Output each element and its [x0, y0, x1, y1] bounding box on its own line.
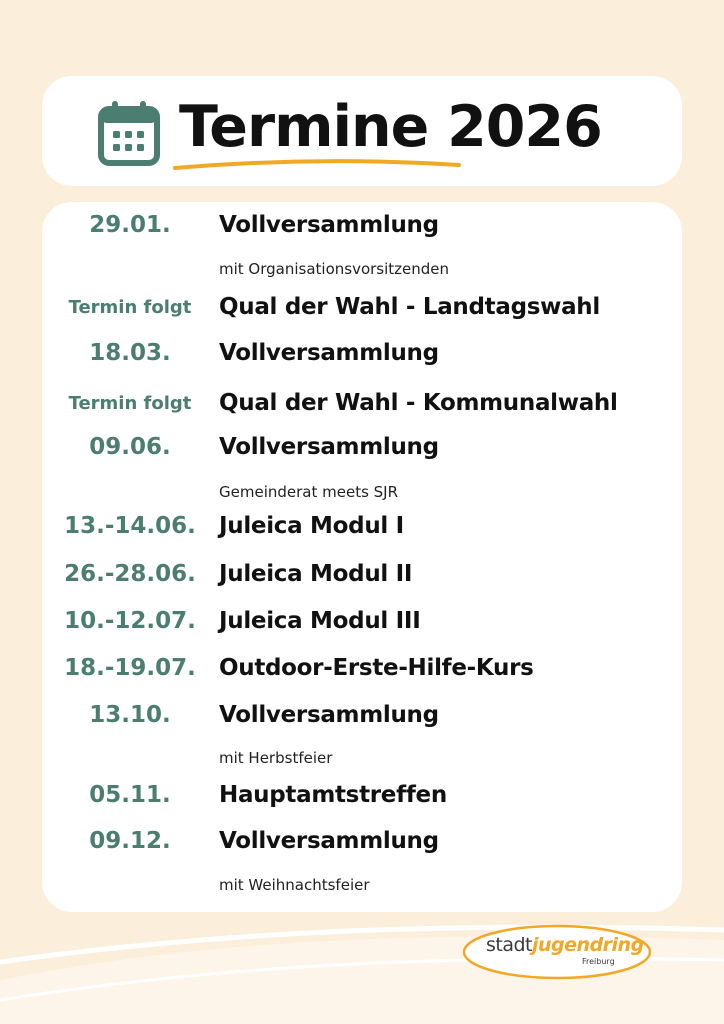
event-title: Hauptamtstreffen — [219, 782, 447, 808]
event-title: Qual der Wahl - Kommunalwahl — [219, 390, 618, 416]
event-date: Termin folgt — [68, 393, 192, 414]
title-card — [42, 76, 682, 186]
event-title: Vollversammlung — [219, 702, 439, 728]
event-date: 09.12. — [89, 828, 171, 854]
event-title: Juleica Modul I — [219, 513, 404, 539]
event-date: 29.01. — [89, 212, 171, 238]
event-subtitle: mit Herbstfeier — [219, 749, 333, 767]
event-date: 05.11. — [89, 782, 171, 808]
logo-subtext: Freiburg — [582, 957, 615, 966]
event-title: Vollversammlung — [219, 212, 439, 238]
event-title: Qual der Wahl - Landtagswahl — [219, 294, 600, 320]
title-underline — [172, 156, 462, 176]
event-title: Vollversammlung — [219, 828, 439, 854]
event-subtitle: Gemeinderat meets SJR — [219, 483, 399, 501]
event-date: 10.-12.07. — [64, 608, 196, 634]
event-date: 26.-28.06. — [64, 561, 196, 587]
calendar-icon — [98, 100, 160, 166]
event-date: 13.-14.06. — [64, 513, 196, 539]
event-title: Juleica Modul II — [219, 561, 413, 587]
event-title: Vollversammlung — [219, 434, 439, 460]
event-title: Juleica Modul III — [219, 608, 421, 634]
event-date: Termin folgt — [68, 297, 192, 318]
event-title: Vollversammlung — [219, 340, 439, 366]
event-list — [42, 202, 682, 912]
event-date: 13.10. — [89, 702, 171, 728]
event-subtitle: mit Organisationsvorsitzenden — [219, 260, 450, 278]
event-date: 09.06. — [89, 434, 171, 460]
event-date: 18.03. — [89, 340, 171, 366]
logo-text-jugendring: jugendring — [532, 934, 644, 956]
event-date: 18.-19.07. — [64, 655, 196, 681]
event-subtitle: mit Weihnachtsfeier — [219, 876, 370, 894]
logo-text-stadt: stadt — [486, 934, 533, 956]
logo — [486, 934, 644, 956]
event-title: Outdoor-Erste-Hilfe-Kurs — [219, 655, 534, 681]
page-title: Termine 2026 — [179, 94, 602, 160]
